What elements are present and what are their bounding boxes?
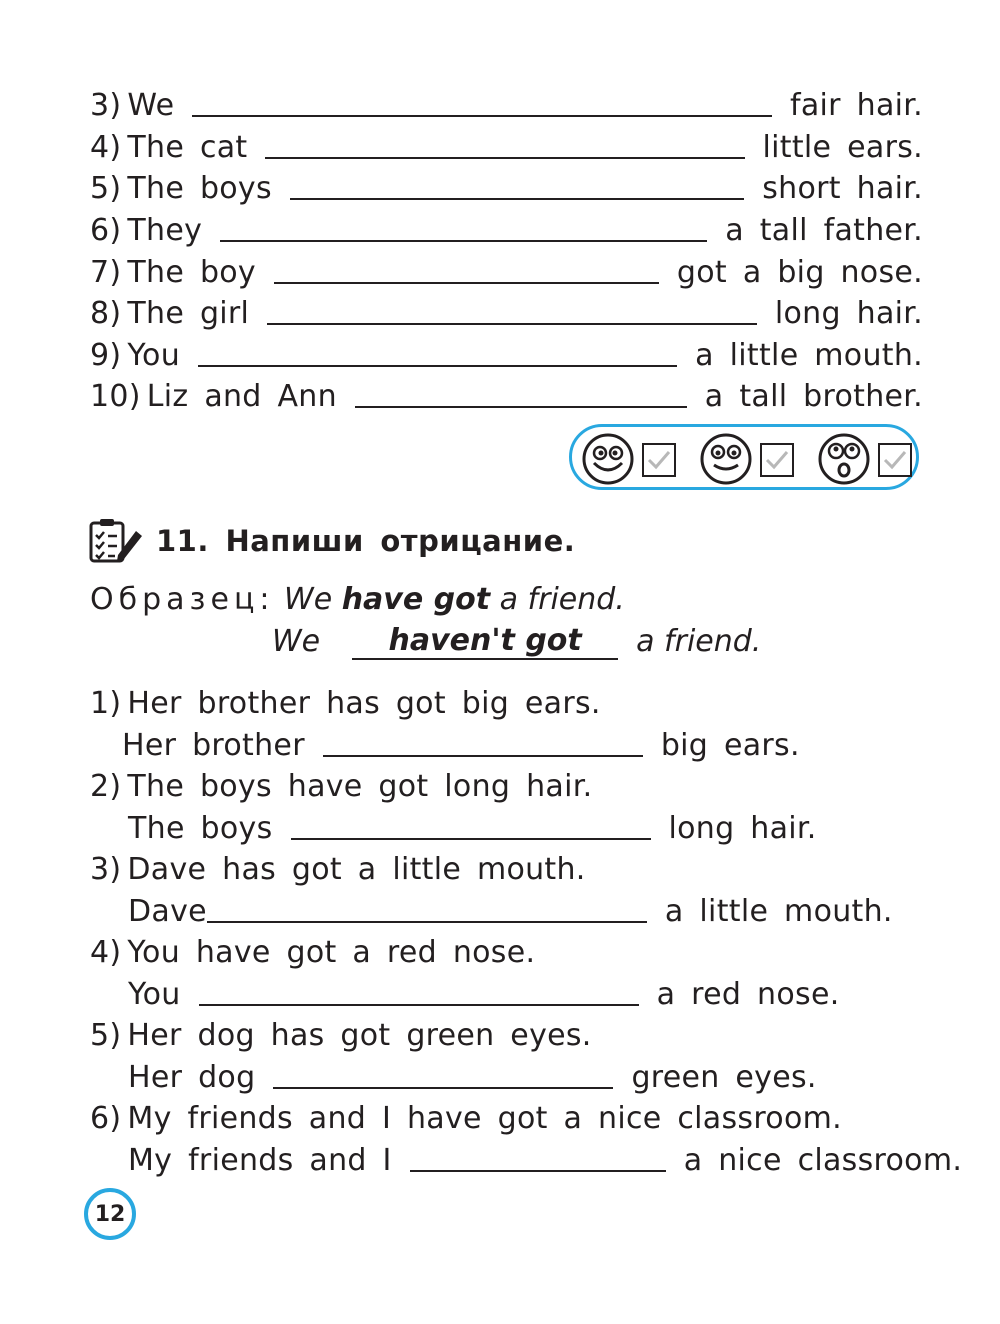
item-number: 10) (90, 379, 141, 414)
answer-blank[interactable] (410, 1170, 666, 1172)
exercise-line (90, 84, 923, 124)
item-number: 2) (90, 769, 122, 804)
item-subject: Her brother (122, 728, 305, 763)
check-mark-icon (644, 445, 674, 475)
answer-line (128, 1056, 817, 1096)
write-task-icon (88, 517, 144, 565)
self-assessment-panel (569, 424, 919, 490)
item-subject: They (127, 213, 203, 248)
item-subject: You (128, 977, 181, 1012)
exercise-line (90, 292, 923, 332)
exercise-heading (88, 516, 575, 566)
sample-label: Образец: (90, 582, 275, 617)
item-rest: a tall father. (725, 213, 923, 248)
answer-line (128, 890, 893, 930)
answer-line (128, 807, 817, 847)
item-subject: Liz and Ann (146, 379, 337, 414)
item-number: 3) (90, 88, 122, 123)
item-subject: The cat (127, 130, 248, 165)
answer-line (122, 724, 800, 764)
answer-blank[interactable] (323, 755, 643, 757)
exercise-line (90, 251, 923, 291)
check-mark-icon (762, 445, 792, 475)
item-subject: The boys (128, 811, 273, 846)
source-sentence (90, 931, 923, 971)
exercise-line (90, 126, 923, 166)
exercise-line (90, 375, 923, 415)
answer-blank[interactable] (198, 365, 677, 367)
answer-blank[interactable] (291, 838, 651, 840)
sentence-text: My friends and I have got a nice classroom. (127, 1101, 842, 1136)
answer-line (128, 973, 840, 1013)
item-number: 4) (90, 130, 122, 165)
answer-blank[interactable] (274, 282, 659, 284)
item-subject: Dave (128, 894, 207, 929)
answer-blank[interactable] (220, 240, 707, 242)
item-number: 5) (90, 1018, 122, 1053)
grin-face-icon (700, 433, 752, 485)
item-subject: We (127, 88, 175, 123)
item-rest: long hair. (668, 811, 817, 846)
checkbox[interactable] (642, 443, 676, 477)
answer-blank[interactable] (355, 406, 687, 408)
answer-blank[interactable] (273, 1087, 613, 1089)
item-rest: got a big nose. (676, 255, 923, 290)
item-rest: a tall brother. (704, 379, 923, 414)
page-number-text: 12 (94, 1201, 126, 1227)
sample-line-2 (272, 624, 761, 660)
item-subject: The girl (127, 296, 250, 331)
answer-blank[interactable] (267, 323, 757, 325)
answer-blank[interactable] (192, 115, 772, 117)
item-number: 6) (90, 213, 122, 248)
exercise-line (90, 209, 923, 249)
item-rest: fair hair. (790, 88, 923, 123)
source-sentence (90, 1097, 923, 1137)
source-sentence (90, 682, 923, 722)
exercise-title: 11. Напиши отрицание. (156, 524, 576, 558)
item-rest: green eyes. (631, 1060, 817, 1095)
sentence-text: Her dog has got green eyes. (127, 1018, 592, 1053)
item-rest: a little mouth. (695, 338, 923, 373)
item-number: 8) (90, 296, 122, 331)
item-subject: The boy (127, 255, 256, 290)
exercise-line (90, 167, 923, 207)
item-subject: You (127, 338, 181, 373)
item-number: 4) (90, 935, 122, 970)
item-rest: a little mouth. (664, 894, 893, 929)
item-rest: short hair. (762, 171, 923, 206)
item-subject: My friends and I (128, 1143, 392, 1178)
item-number: 9) (90, 338, 122, 373)
source-sentence (90, 1014, 923, 1054)
source-sentence (90, 848, 923, 888)
page-number (84, 1188, 136, 1240)
sample-answer: haven't got (352, 624, 618, 660)
surprised-face-icon (818, 433, 870, 485)
item-number: 6) (90, 1101, 122, 1136)
checkbox[interactable] (878, 443, 912, 477)
sample-rest: a friend. (636, 624, 762, 659)
sample-verb: have got (341, 582, 491, 617)
answer-line (128, 1139, 962, 1179)
sample-subject: We (272, 624, 321, 659)
exercise-line (90, 334, 923, 374)
check-mark-icon (880, 445, 910, 475)
answer-blank[interactable] (199, 1004, 639, 1006)
sentence-text: Dave has got a little mouth. (127, 852, 586, 887)
sample-line-1 (90, 582, 625, 618)
item-subject: Her dog (128, 1060, 256, 1095)
answer-blank[interactable] (207, 921, 647, 923)
sentence-text: Her brother has got big ears. (127, 686, 601, 721)
item-rest: little ears. (762, 130, 923, 165)
item-subject: The boys (127, 171, 272, 206)
item-rest: a nice classroom. (683, 1143, 963, 1178)
item-rest: a red nose. (656, 977, 840, 1012)
item-number: 5) (90, 171, 122, 206)
sentence-text: The boys have got long hair. (127, 769, 593, 804)
sample-subject: We (284, 582, 333, 617)
item-rest: long hair. (774, 296, 923, 331)
item-number: 3) (90, 852, 122, 887)
source-sentence (90, 765, 923, 805)
answer-blank[interactable] (290, 198, 744, 200)
item-number: 1) (90, 686, 122, 721)
happy-face-icon (582, 433, 634, 485)
item-number: 7) (90, 255, 122, 290)
answer-blank[interactable] (265, 157, 744, 159)
checkbox[interactable] (760, 443, 794, 477)
sample-rest: a friend. (499, 582, 625, 617)
item-rest: big ears. (660, 728, 800, 763)
sentence-text: You have got a red nose. (127, 935, 536, 970)
